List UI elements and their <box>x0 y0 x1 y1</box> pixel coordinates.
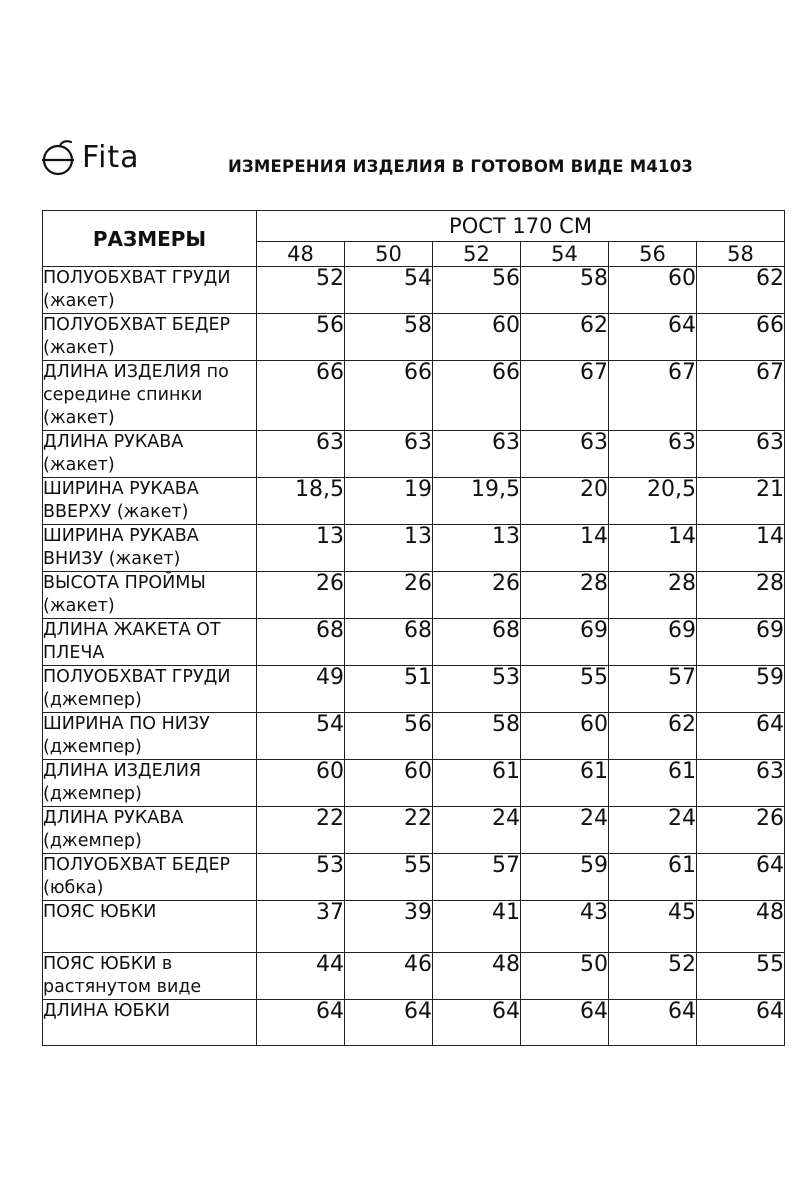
measurement-value: 39 <box>345 901 433 953</box>
table-row <box>43 901 785 953</box>
measurement-value: 13 <box>433 525 521 572</box>
measurement-value: 64 <box>521 1000 609 1046</box>
measurement-value: 62 <box>609 713 697 760</box>
measurement-value: 20,5 <box>609 478 697 525</box>
measurement-value: 55 <box>521 666 609 713</box>
measurement-value: 61 <box>433 760 521 807</box>
measurement-value: 44 <box>257 953 345 1000</box>
brand-name: Fita <box>82 140 140 175</box>
measurement-value: 69 <box>521 619 609 666</box>
measurement-value: 63 <box>257 431 345 478</box>
measurement-value: 62 <box>697 267 785 314</box>
measurement-value: 66 <box>433 361 521 431</box>
measurement-value: 68 <box>345 619 433 666</box>
measurement-label: ДЛИНА РУКАВА (джемпер) <box>43 807 257 854</box>
measurement-label: ПОЛУОБХВАТ БЕДЕР (жакет) <box>43 314 257 361</box>
measurement-value: 14 <box>521 525 609 572</box>
table-row <box>43 431 785 478</box>
measurement-value: 63 <box>697 431 785 478</box>
measurement-value: 28 <box>609 572 697 619</box>
measurement-label: ШИРИНА РУКАВА ВНИЗУ (жакет) <box>43 525 257 572</box>
measurement-value: 64 <box>609 1000 697 1046</box>
measurement-label: ПОЛУОБХВАТ БЕДЕР (юбка) <box>43 854 257 901</box>
measurement-label: ДЛИНА РУКАВА (жакет) <box>43 431 257 478</box>
table-row <box>43 572 785 619</box>
measurement-value: 60 <box>257 760 345 807</box>
measurement-value: 20 <box>521 478 609 525</box>
page-title: ИЗМЕРЕНИЯ ИЗДЕЛИЯ В ГОТОВОМ ВИДЕ М4103 <box>228 157 694 176</box>
measurement-value: 67 <box>521 361 609 431</box>
measurement-value: 60 <box>345 760 433 807</box>
measurement-value: 60 <box>433 314 521 361</box>
measurement-label: ДЛИНА ИЗДЕЛИЯ (джемпер) <box>43 760 257 807</box>
table-row <box>43 1000 785 1046</box>
measurement-value: 49 <box>257 666 345 713</box>
measurement-label: ДЛИНА ИЗДЕЛИЯ по середине спинки (жакет) <box>43 361 257 431</box>
measurement-value: 63 <box>609 431 697 478</box>
measurement-value: 24 <box>433 807 521 854</box>
measurement-value: 61 <box>609 854 697 901</box>
measurement-value: 58 <box>521 267 609 314</box>
measurement-value: 64 <box>345 1000 433 1046</box>
size-column-header: 58 <box>697 242 785 267</box>
measurement-value: 63 <box>697 760 785 807</box>
table-row <box>43 713 785 760</box>
measurement-value: 26 <box>345 572 433 619</box>
measurement-value: 22 <box>345 807 433 854</box>
sizes-header: РАЗМЕРЫ <box>43 211 257 267</box>
table-row <box>43 525 785 572</box>
measurement-value: 58 <box>345 314 433 361</box>
measurement-label: ШИРИНА ПО НИЗУ (джемпер) <box>43 713 257 760</box>
measurement-value: 56 <box>345 713 433 760</box>
measurement-value: 28 <box>521 572 609 619</box>
measurement-label: ПОЯС ЮБКИ <box>43 901 257 953</box>
measurement-value: 61 <box>521 760 609 807</box>
measurement-label: ДЛИНА ЖАКЕТА ОТ ПЛЕЧА <box>43 619 257 666</box>
measurement-value: 50 <box>521 953 609 1000</box>
measurement-value: 51 <box>345 666 433 713</box>
height-header: РОСТ 170 СМ <box>257 211 785 242</box>
measurement-value: 64 <box>257 1000 345 1046</box>
measurement-value: 68 <box>257 619 345 666</box>
size-column-header: 52 <box>433 242 521 267</box>
measurement-value: 57 <box>609 666 697 713</box>
measurement-value: 26 <box>257 572 345 619</box>
brand-logo <box>40 138 140 178</box>
measurement-value: 13 <box>345 525 433 572</box>
size-column-header: 48 <box>257 242 345 267</box>
measurement-value: 45 <box>609 901 697 953</box>
measurement-value: 54 <box>257 713 345 760</box>
measurement-value: 60 <box>609 267 697 314</box>
measurement-value: 66 <box>345 361 433 431</box>
measurement-value: 59 <box>697 666 785 713</box>
fita-logo-icon <box>40 138 76 178</box>
measurement-label: ПОЛУОБХВАТ ГРУДИ (жакет) <box>43 267 257 314</box>
measurement-value: 46 <box>345 953 433 1000</box>
measurement-value: 58 <box>433 713 521 760</box>
measurement-value: 64 <box>697 854 785 901</box>
measurement-value: 53 <box>433 666 521 713</box>
measurement-value: 64 <box>697 713 785 760</box>
measurement-value: 60 <box>521 713 609 760</box>
measurement-value: 52 <box>609 953 697 1000</box>
measurement-value: 48 <box>433 953 521 1000</box>
size-column-header: 56 <box>609 242 697 267</box>
measurement-value: 21 <box>697 478 785 525</box>
measurement-value: 14 <box>609 525 697 572</box>
measurement-value: 54 <box>345 267 433 314</box>
measurement-value: 61 <box>609 760 697 807</box>
measurement-value: 68 <box>433 619 521 666</box>
measurement-value: 37 <box>257 901 345 953</box>
measurement-value: 26 <box>433 572 521 619</box>
size-chart-table <box>42 210 785 1046</box>
measurement-value: 67 <box>697 361 785 431</box>
measurement-value: 62 <box>521 314 609 361</box>
measurement-value: 18,5 <box>257 478 345 525</box>
table-row <box>43 666 785 713</box>
measurement-value: 52 <box>257 267 345 314</box>
table-row <box>43 854 785 901</box>
table-row <box>43 361 785 431</box>
measurement-value: 28 <box>697 572 785 619</box>
table-row <box>43 953 785 1000</box>
measurement-value: 19 <box>345 478 433 525</box>
measurement-value: 63 <box>521 431 609 478</box>
table-row <box>43 314 785 361</box>
measurement-value: 24 <box>521 807 609 854</box>
size-column-header: 54 <box>521 242 609 267</box>
measurement-value: 67 <box>609 361 697 431</box>
measurement-label: ШИРИНА РУКАВА ВВЕРХУ (жакет) <box>43 478 257 525</box>
measurement-value: 53 <box>257 854 345 901</box>
measurement-value: 56 <box>257 314 345 361</box>
table-row <box>43 619 785 666</box>
size-column-header: 50 <box>345 242 433 267</box>
table-row <box>43 807 785 854</box>
measurement-value: 66 <box>257 361 345 431</box>
measurement-value: 69 <box>697 619 785 666</box>
measurement-value: 64 <box>697 1000 785 1046</box>
measurement-label: ДЛИНА ЮБКИ <box>43 1000 257 1046</box>
measurement-value: 13 <box>257 525 345 572</box>
measurement-value: 55 <box>345 854 433 901</box>
measurement-value: 55 <box>697 953 785 1000</box>
measurement-value: 48 <box>697 901 785 953</box>
measurement-value: 63 <box>433 431 521 478</box>
measurement-value: 57 <box>433 854 521 901</box>
measurement-value: 41 <box>433 901 521 953</box>
measurement-label: ПОЛУОБХВАТ ГРУДИ (джемпер) <box>43 666 257 713</box>
measurement-label: ВЫСОТА ПРОЙМЫ (жакет) <box>43 572 257 619</box>
measurement-value: 22 <box>257 807 345 854</box>
measurement-value: 69 <box>609 619 697 666</box>
measurement-value: 19,5 <box>433 478 521 525</box>
measurement-value: 24 <box>609 807 697 854</box>
table-row <box>43 478 785 525</box>
measurement-value: 43 <box>521 901 609 953</box>
table-row <box>43 760 785 807</box>
measurement-value: 66 <box>697 314 785 361</box>
measurement-value: 63 <box>345 431 433 478</box>
measurement-value: 14 <box>697 525 785 572</box>
table-row <box>43 267 785 314</box>
measurement-value: 26 <box>697 807 785 854</box>
measurement-label: ПОЯС ЮБКИ в растянутом виде <box>43 953 257 1000</box>
measurement-value: 64 <box>609 314 697 361</box>
measurement-value: 59 <box>521 854 609 901</box>
measurement-value: 64 <box>433 1000 521 1046</box>
measurement-value: 56 <box>433 267 521 314</box>
